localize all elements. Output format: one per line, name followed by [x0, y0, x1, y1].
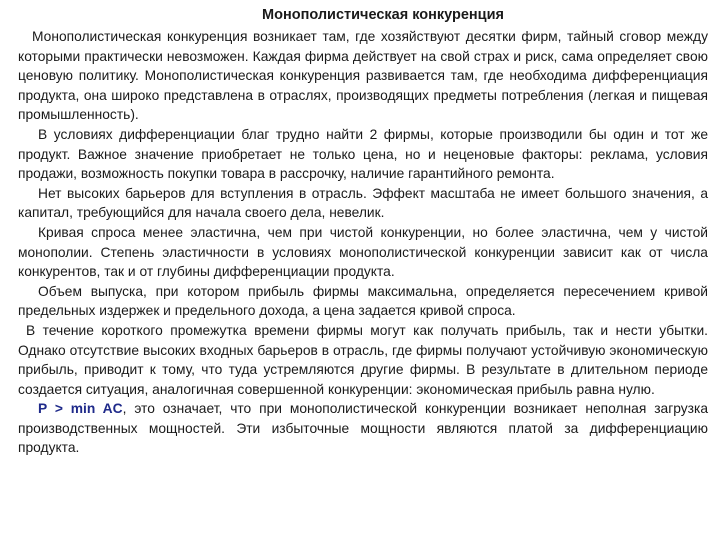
- paragraph-excess-capacity: [18, 399, 708, 458]
- paragraph-barriers: Нет высоких барьеров для вступления в отрасль. Эффект масштаба не имеет большого значения, а капитал, требующийся для начала своего дела, невелик.: [18, 185, 708, 221]
- formula-p-min-ac: P > min AC: [38, 401, 123, 417]
- paragraph-intro: Монополистическая конкуренция возникает там, где хозяйствуют десятки фирм, тайный сговор между которыми практически невозможен. Каждая фирма действует на свой страх и риск, сама определяет свою ценовую политику. Монополистическая конкуренция развивается там, где необходима дифференциация продукта, она широко представлена в отраслях, производящих предметы потребления (легкая и пищевая промышленность).: [18, 29, 708, 123]
- paragraph-output: Объем выпуска, при котором прибыль фирмы максимальна, определяется пересечением кривой предельных издержек и предельного дохода, а цена задается кривой спроса.: [18, 283, 708, 319]
- paragraph-short-run: В течение короткого промежутка времени фирмы могут как получать прибыль, так и нести убытки. Однако отсутствие высоких входных барьеров в отрасль, где фирмы получают устойчивую экономическую прибыль, приводит к тому, что туда устремляются другие фирмы. В результате в длительном периоде создается ситуация, аналогичная совершенной конкуренции: экономическая прибыль равна нулю.: [18, 322, 708, 397]
- paragraph-demand-curve: Кривая спроса менее эластична, чем при чистой конкуренции, но более эластична, чем у чистой монополии. Степень эластичности в условиях монополистической конкуренции зависит как от числа конкурентов, так и от глубины дифференциации продукта.: [18, 224, 708, 280]
- paragraph-differentiation: В условиях дифференциации благ трудно найти 2 фирмы, которые производили бы один и тот же продукт. Важное значение приобретает не только цена, но и неценовые факторы: реклама, условия продажи, возможность покупки товара в рассрочку, наличие гарантийного ремонта.: [18, 126, 708, 182]
- excess-capacity-text: , это означает, что при монополистической конкуренции возникает неполная загрузка производственных мощностей. Эти избыточные мощности являются платой за дифференциацию продукта.: [18, 401, 708, 456]
- page-title: Монополистическая конкуренция: [262, 7, 504, 23]
